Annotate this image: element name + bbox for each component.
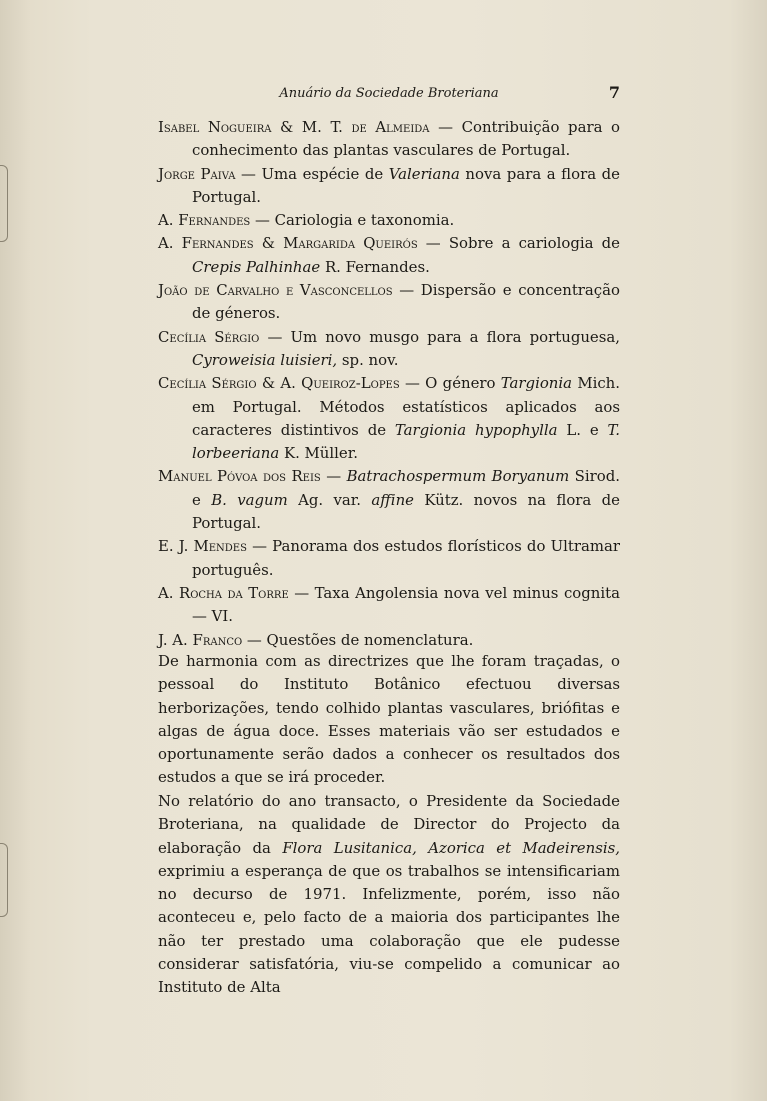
reference-authors: Manuel Póvoa dos Reis: [158, 467, 321, 486]
reference-entry: João de Carvalho e Vasconcellos — Dispersão e concentração de géneros.: [158, 281, 620, 323]
body-paragraph: [158, 790, 620, 1000]
reference-entry: A. Rocha da Torre — Taxa Angolensia nova vel minus cognita — VI.: [158, 583, 620, 626]
italic-text: affine: [371, 490, 414, 509]
text-run: Uma espécie de: [261, 164, 389, 183]
text-run: Kütz. novos na flora de Portugal.: [192, 490, 620, 533]
italic-text: B. vagum: [211, 490, 288, 509]
text-run: R. Fernandes.: [320, 257, 430, 276]
text-run: Questões de nomenclatura.: [266, 630, 474, 649]
reference-authors: A. Fernandes: [158, 211, 251, 230]
text-run: nova para a flora de Portugal.: [192, 164, 620, 206]
reference-entry: A. Fernandes & Margarida Queirós — Sobre a cariologia de Crepis Palhinhae R. Fernandes.: [158, 234, 620, 276]
reference-authors: A. Fernandes & Margarida Queirós: [158, 234, 418, 253]
running-title: Anuário da Sociedade Broteriana: [279, 86, 499, 101]
reference-entry: Cecília Sérgio — Um novo musgo para a flora portuguesa, Cyroweisia luisieri, sp. nov.: [158, 327, 621, 369]
reference-authors: João de Carvalho e Vasconcellos: [158, 281, 393, 300]
text-run: Panorama dos estudos florísticos do Ultramar português.: [192, 537, 620, 579]
reference-authors: J. A. Franco: [158, 630, 243, 649]
reference-entry: E. J. Mendes — Panorama dos estudos florísticos do Ultramar português.: [158, 537, 620, 579]
reference-authors: E. J. Mendes: [158, 537, 247, 556]
italic-text: Targionia hypophylla: [394, 420, 558, 439]
page-number: 7: [608, 83, 620, 102]
text-run: Sobre a cariologia de: [448, 234, 620, 253]
text-run: Contribuição para o conhecimento das plantas vasculares de Portugal.: [192, 118, 621, 160]
italic-text: T. lorbeeriana: [192, 420, 620, 463]
text-run: No relatório do ano transacto, o Presidente da Sociedade Broteriana, na qualidade de Director do Projecto da elaboração da: [158, 792, 620, 857]
reference-entry: J. A. Franco — Questões de nomenclatura.: [158, 630, 474, 649]
text-run: sp. nov.: [337, 350, 399, 369]
text-run: Cariologia e taxonomia.: [274, 211, 455, 230]
text-run: Mich. em Portugal. Métodos estatísticos aplicados aos caracteres distintivos de: [192, 374, 621, 439]
reference-authors: Cecília Sérgio & A. Queiroz-Lopes: [158, 374, 400, 393]
text-run: De harmonia com as directrizes que lhe foram traçadas, o pessoal do Instituto Botânico efectuou diversas herborizações, tendo colhido plantas vasculares, briófitas e algas de água doce. Esses materiais vão ser estudados e oportunamente serão dados a conhecer os resultados dos estudos a que se irá proceder.: [158, 652, 620, 787]
text-run: K. Müller.: [279, 444, 358, 463]
reference-entry: Isabel Nogueira & M. T. de Almeida — Contribuição para o conhecimento das plantas vasculares de Portugal.: [158, 118, 621, 160]
reference-entry: Manuel Póvoa dos Reis — Batrachospermum Boryanum Sirod. e B. vagum Ag. var. affine Kütz. novos na flora de Portugal.: [158, 467, 620, 533]
reference-authors: Isabel Nogueira & M. T. de Almeida: [158, 118, 430, 136]
italic-text: Targionia: [500, 374, 573, 393]
text-run: Sirod. e: [192, 467, 620, 509]
text-run: exprimiu a esperança de que os trabalhos se intensificariam no decurso de 1971. Infelizmente, porém, isso não aconteceu e, pelo facto de a maioria dos participantes lhe não ter prestado uma colaboração que ele pudesse considerar satisfatória, viu-se compelido a comunicar ao Instituto de Alta: [158, 861, 620, 997]
italic-text: Flora Lusitanica, Azorica et Madeirensis,: [282, 838, 620, 857]
reference-entry: Cecília Sérgio & A. Queiroz-Lopes — O género Targionia Mich. em Portugal. Métodos estatísticos aplicados aos caracteres distintivos de Targionia hypophylla L. e T. lorbeeriana K. Müller.: [158, 374, 621, 463]
reference-authors: A. Rocha da Torre: [158, 583, 289, 602]
reference-authors: Cecília Sérgio: [158, 327, 260, 346]
text-run: O género: [425, 374, 501, 393]
reference-entry: A. Fernandes — Cariologia e taxonomia.: [158, 211, 455, 230]
reference-entry: Jorge Paiva — Uma espécie de Valeriana nova para a flora de Portugal.: [158, 164, 620, 206]
page-edge-mark: [0, 843, 8, 917]
page-header: [158, 83, 620, 108]
text-run: L. e: [557, 420, 608, 439]
body-paragraph: [158, 650, 620, 790]
italic-text: Cyroweisia luisieri,: [192, 350, 338, 369]
reference-list: [158, 116, 620, 652]
italic-text: Batrachospermum Boryanum: [346, 467, 570, 486]
text-run: Dispersão e concentração de géneros.: [192, 281, 620, 323]
text-run: Taxa Angolensia nova vel minus cognita — VI.: [192, 583, 620, 626]
italic-text: Valeriana: [388, 164, 460, 183]
italic-text: Crepis Palhinhae: [192, 257, 321, 276]
text-run: Ag. var.: [287, 490, 372, 509]
page-edge-mark: [0, 165, 8, 242]
text-run: Um novo musgo para a flora portuguesa,: [290, 327, 621, 346]
reference-authors: Jorge Paiva: [158, 164, 236, 183]
